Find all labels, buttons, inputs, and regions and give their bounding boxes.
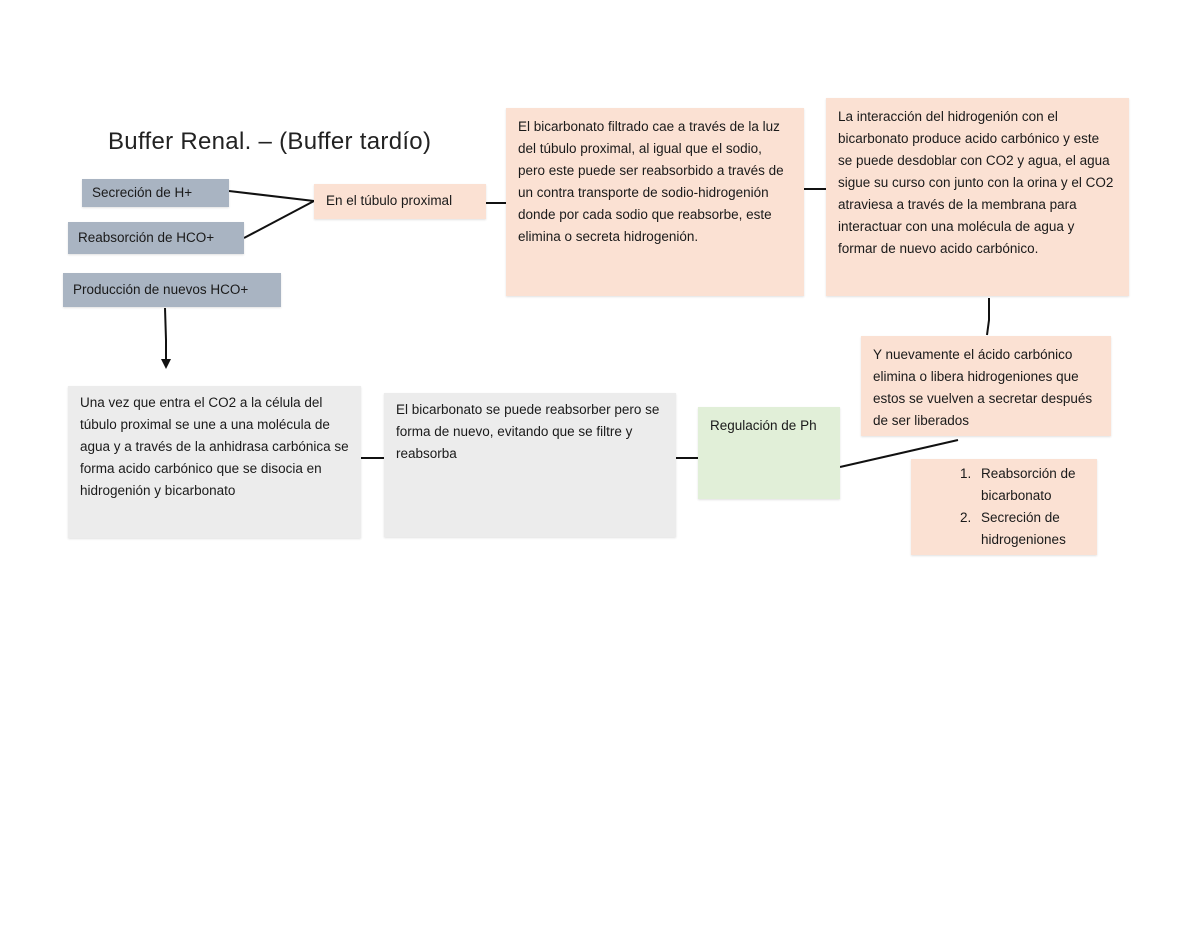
list-item: 1. Reabsorción de bicarbonato <box>975 463 1091 507</box>
reabsorcion-hco-box <box>68 222 244 254</box>
regulacion-ph-label: Regulación de Ph <box>710 418 817 433</box>
reabsorcion-hco-label: Reabsorción de HCO+ <box>78 230 215 245</box>
secrecion-h-label: Secreción de H+ <box>92 185 193 200</box>
tubulo-proximal-label: En el túbulo proximal <box>326 193 453 208</box>
produccion-hco-box <box>63 273 281 307</box>
diagram-title: Buffer Renal. – (Buffer tardío) <box>108 128 432 155</box>
bicarbonato-reabsorber-text: El bicarbonato se puede reabsorber pero se forma de nuevo, evitando que se filtre y reabsorba <box>396 402 660 461</box>
list-item: 2. Secreción de hidrogeniones <box>975 507 1091 551</box>
bicarbonato-reabsorber-box <box>384 393 676 537</box>
interaccion-hidrogenion-text: La interacción del hidrogenión con el bicarbonato produce acido carbónico y este se puede desdoblar con CO2 y agua, el agua sigue su curso con junto con la orina y el CO2 atraviesa a través de la membrana para interactuar con una molécula de agua y formar de nuevo acido carbónico. <box>838 109 1114 256</box>
bicarbonato-filtrado-box <box>506 108 804 296</box>
interaccion-hidrogenion-box <box>826 98 1129 296</box>
acido-carbonico-box <box>861 336 1111 436</box>
connector-interaccion-to-acido <box>987 298 989 335</box>
secrecion-h-box <box>82 179 229 207</box>
regulacion-ph-box <box>698 407 840 499</box>
tubulo-proximal-box <box>314 184 486 219</box>
numbered-list <box>917 463 1091 551</box>
connector-reabsorcion-to-tubulo <box>244 201 314 238</box>
produccion-hco-label: Producción de nuevos HCO+ <box>73 282 249 297</box>
bicarbonato-filtrado-text: El bicarbonato filtrado cae a través de la luz del túbulo proximal, al igual que el sodio, pero este puede ser reabsorbido a través de un contra transporte de sodio-hidrogenión donde por cada sodio que reabsorbe, este elimina o secreta hidrogenión. <box>518 119 784 244</box>
arrow-produccion-to-co2 <box>165 308 166 364</box>
numbered-list-box <box>911 459 1097 555</box>
acido-carbonico-text: Y nuevamente el ácido carbónico elimina o libera hidrogeniones que estos se vuelven a secretar después de ser liberados <box>873 347 1093 428</box>
co2-celula-text: Una vez que entra el CO2 a la célula del túbulo proximal se une a una molécula de agua y a través de la anhidrasa carbónica se forma acido carbónico que se disocia en hidrogenión y bicarbonato <box>80 395 349 498</box>
connector-secrecion-to-tubulo <box>229 191 314 201</box>
co2-celula-box <box>68 386 361 538</box>
